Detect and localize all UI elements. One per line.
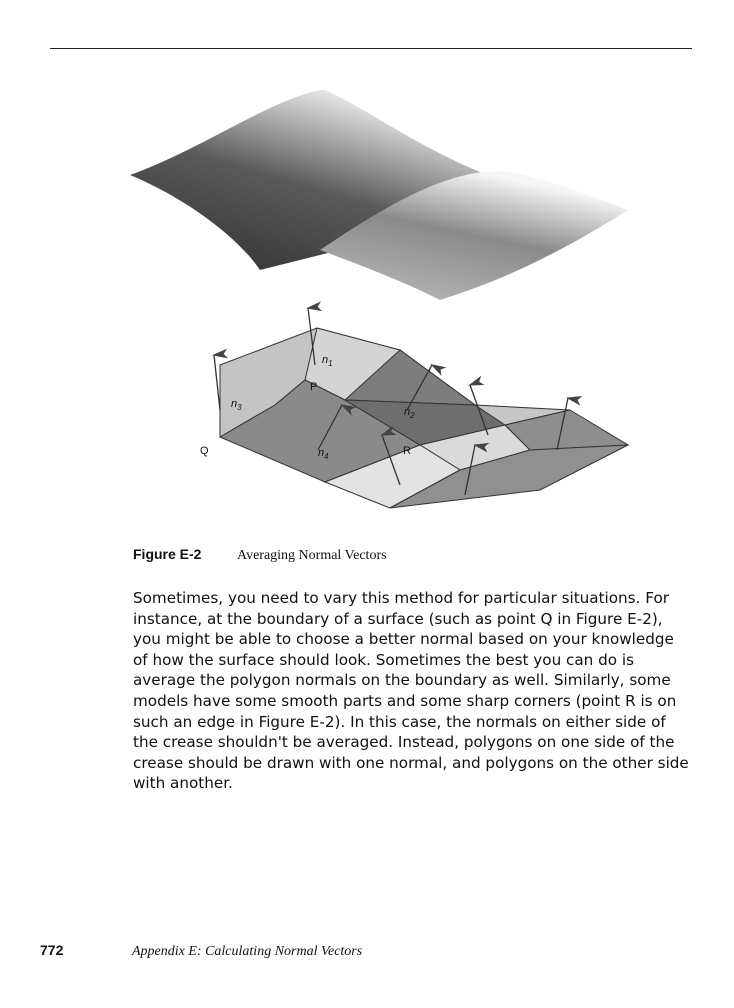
- caption-text: Averaging Normal Vectors: [237, 548, 387, 563]
- label-p: P: [310, 381, 318, 393]
- curved-surface-illustration: [130, 90, 628, 300]
- running-title: Appendix E: Calculating Normal Vectors: [132, 944, 363, 959]
- figure-caption: [133, 546, 387, 564]
- polygon-mesh: [220, 328, 628, 508]
- label-n4: $n_4$: [318, 447, 329, 461]
- label-n3: $n_3$: [231, 398, 242, 412]
- label-r: R: [403, 445, 411, 457]
- label-q: Q: [200, 445, 209, 457]
- header-rule: [50, 48, 692, 49]
- figure-illustration: [120, 80, 640, 520]
- page-number: 772: [40, 942, 64, 958]
- normal-arrow-n3: [214, 355, 220, 410]
- label-n2: $n_2$: [404, 406, 415, 420]
- page-footer: [40, 942, 362, 960]
- caption-label: Figure E-2: [133, 546, 202, 562]
- figure-e-2: [120, 80, 640, 520]
- body-paragraph: Sometimes, you need to vary this method for particular situations. For instance, at the boundary of a surface (such as point Q in Figure E-2), you might be able to choose a better normal based on your knowledge of how the surface should look. Sometimes the best you can do is average the polygon normals on the boundary as well. Similarly, some models have some smooth parts and some sharp corners (point R is on such an edge in Figure E-2). In this case, the normals on either side of the crease shouldn't be averaged. Instead, polygons on one side of the crease should be drawn with one normal, and polygons on the other side with another.: [133, 589, 689, 793]
- label-n1: $n_1$: [322, 354, 333, 368]
